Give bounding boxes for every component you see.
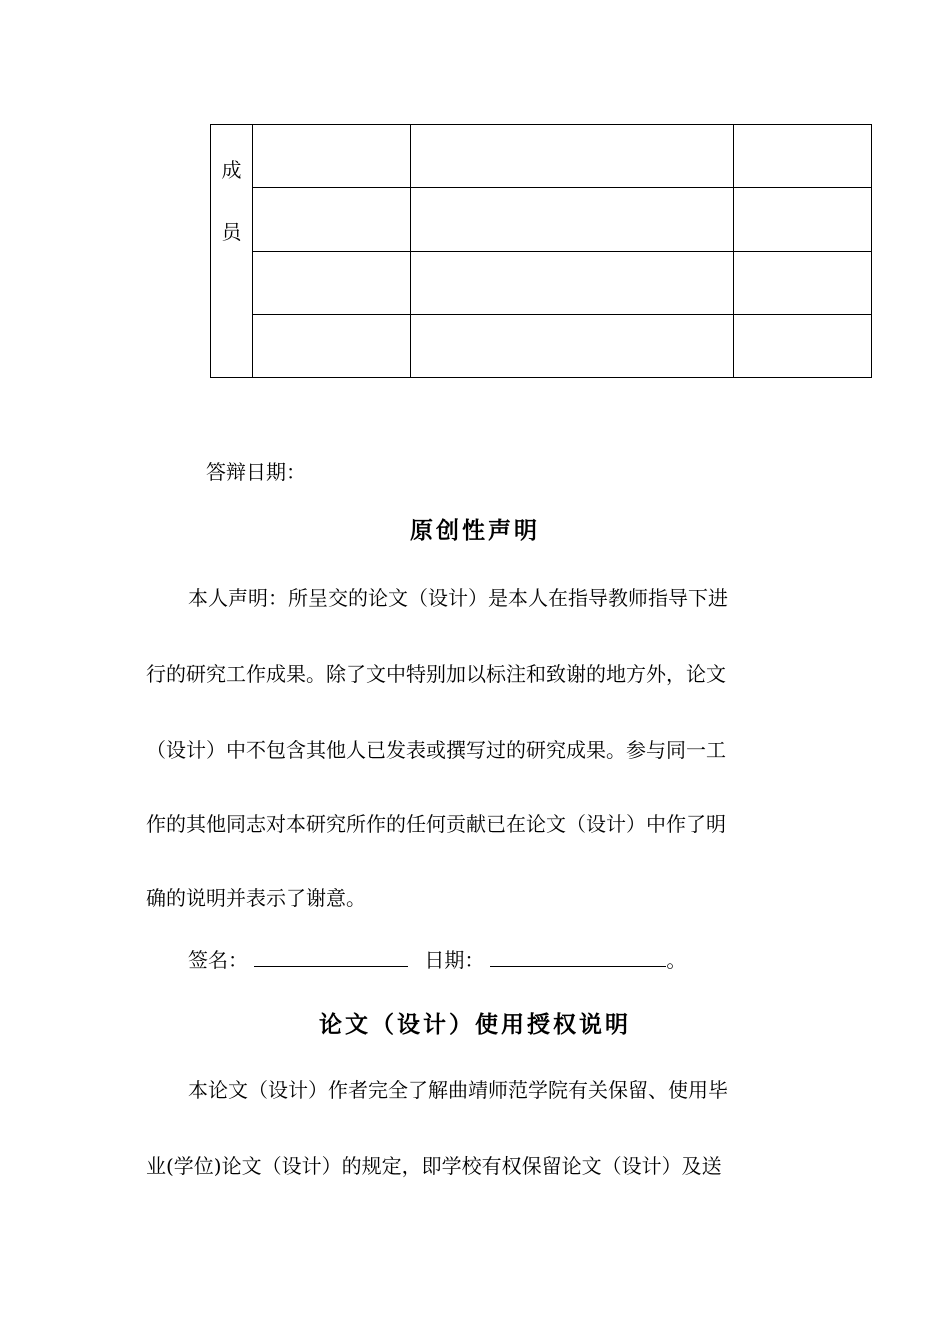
signature-date-label: 日期： <box>424 948 485 972</box>
signature-end-mark: 。 <box>666 948 687 972</box>
member-title-cell <box>734 125 872 188</box>
signature-row <box>188 944 686 973</box>
member-unit-cell <box>411 314 734 377</box>
member-unit-cell <box>411 125 734 188</box>
member-name-cell <box>253 125 411 188</box>
defense-date-label: 答辩日期： <box>206 460 306 484</box>
authorization-line-1: 本论文（设计）作者完全了解曲靖师范学院有关保留、使用毕 <box>188 1078 728 1102</box>
member-name-cell <box>253 314 411 377</box>
member-name-cell <box>253 251 411 314</box>
originality-line-5: 确的说明并表示了谢意。 <box>146 886 366 910</box>
authorization-title: 论文（设计）使用授权说明 <box>319 1011 631 1038</box>
originality-line-4: 作的其他同志对本研究所作的任何贡献已在论文（设计）中作了明 <box>146 812 726 836</box>
authorization-line-2: 业(学位)论文（设计）的规定，即学校有权保留论文（设计）及送 <box>146 1154 722 1178</box>
table-row <box>211 251 872 314</box>
signature-label: 签名： <box>188 948 248 972</box>
originality-line-1: 本人声明：所呈交的论文（设计）是本人在指导教师指导下进 <box>188 586 728 610</box>
originality-statement-title: 原创性声明 <box>410 517 540 544</box>
committee-member-table <box>210 124 872 378</box>
member-name-cell <box>253 188 411 251</box>
signature-blank[interactable] <box>254 946 408 967</box>
originality-line-2: 行的研究工作成果。除了文中特别加以标注和致谢的地方外，论文 <box>146 662 726 686</box>
member-title-cell <box>734 188 872 251</box>
table-row <box>211 125 872 188</box>
originality-line-3: （设计）中不包含其他人已发表或撰写过的研究成果。参与同一工 <box>146 738 726 762</box>
member-label-cell <box>211 125 253 378</box>
member-unit-cell <box>411 188 734 251</box>
member-label: 成员 <box>221 158 242 244</box>
table-row <box>211 188 872 251</box>
member-title-cell <box>734 251 872 314</box>
member-title-cell <box>734 314 872 377</box>
member-unit-cell <box>411 251 734 314</box>
table-row <box>211 314 872 377</box>
signature-date-blank[interactable] <box>490 946 666 967</box>
